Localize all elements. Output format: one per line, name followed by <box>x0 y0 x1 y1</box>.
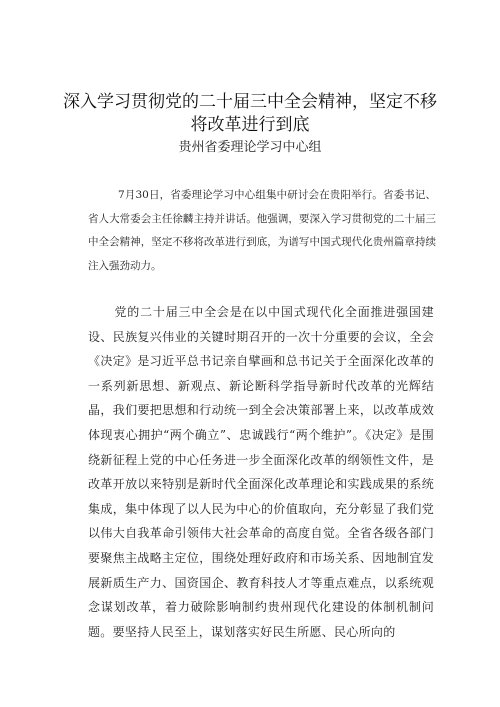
summary-paragraph <box>88 184 436 278</box>
document-title: 深入学习贯彻党的二十届三中全会精神，坚定不移将改革进行到底 <box>63 92 437 135</box>
document-author: 贵州省委理论学习中心组 <box>178 140 322 155</box>
summary-text: 7月30日，省委理论学习中心组集中研讨会在贵阳举行。省委书记、省人大常委会主任徐麟主持并讲话。他强调，要深入学习贯彻党的二十届三中全会精神，坚定不移将改革进行到底，为谱写中国式现代化贵州篇章持续注入强劲动力。 <box>88 189 436 272</box>
body-paragraph <box>88 300 434 644</box>
body-text: 党的二十届三中全会是在以中国式现代化全面推进强国建设、民族复兴伟业的关键时期召开的一次十分重要的会议，全会《决定》是习近平总书记亲自擘画和总书记关于全面深化改革的一系列新思想、新观点、新论断科学指导新时代改革的光辉结晶，我们要把思想和行动统一到全会决策部署上来，以改革成效体现衷心拥护“两个确立”、忠诚践行“两个维护”。《决定》是围绕新征程上党的中心任务进一步全面深化改革的纲领性文件，是改革开放以来特别是新时代全面深化改革理论和实践成果的系统集成，集中体现了以人民为中心的价值取向，充分彰显了我们党以伟大自我革命引领伟大社会革命的高度自觉。全省各级各部门要聚焦主战略主定位，围绕处理好政府和市场关系、因地制宜发展新质生产力、国资国企、教育科技人才等重点难点，以系统观念谋划改革，着力破除影响制约贵州现代化建设的体制机制问题。要坚持人民至上，谋划落实好民生所愿、民心所向的 <box>88 305 434 639</box>
